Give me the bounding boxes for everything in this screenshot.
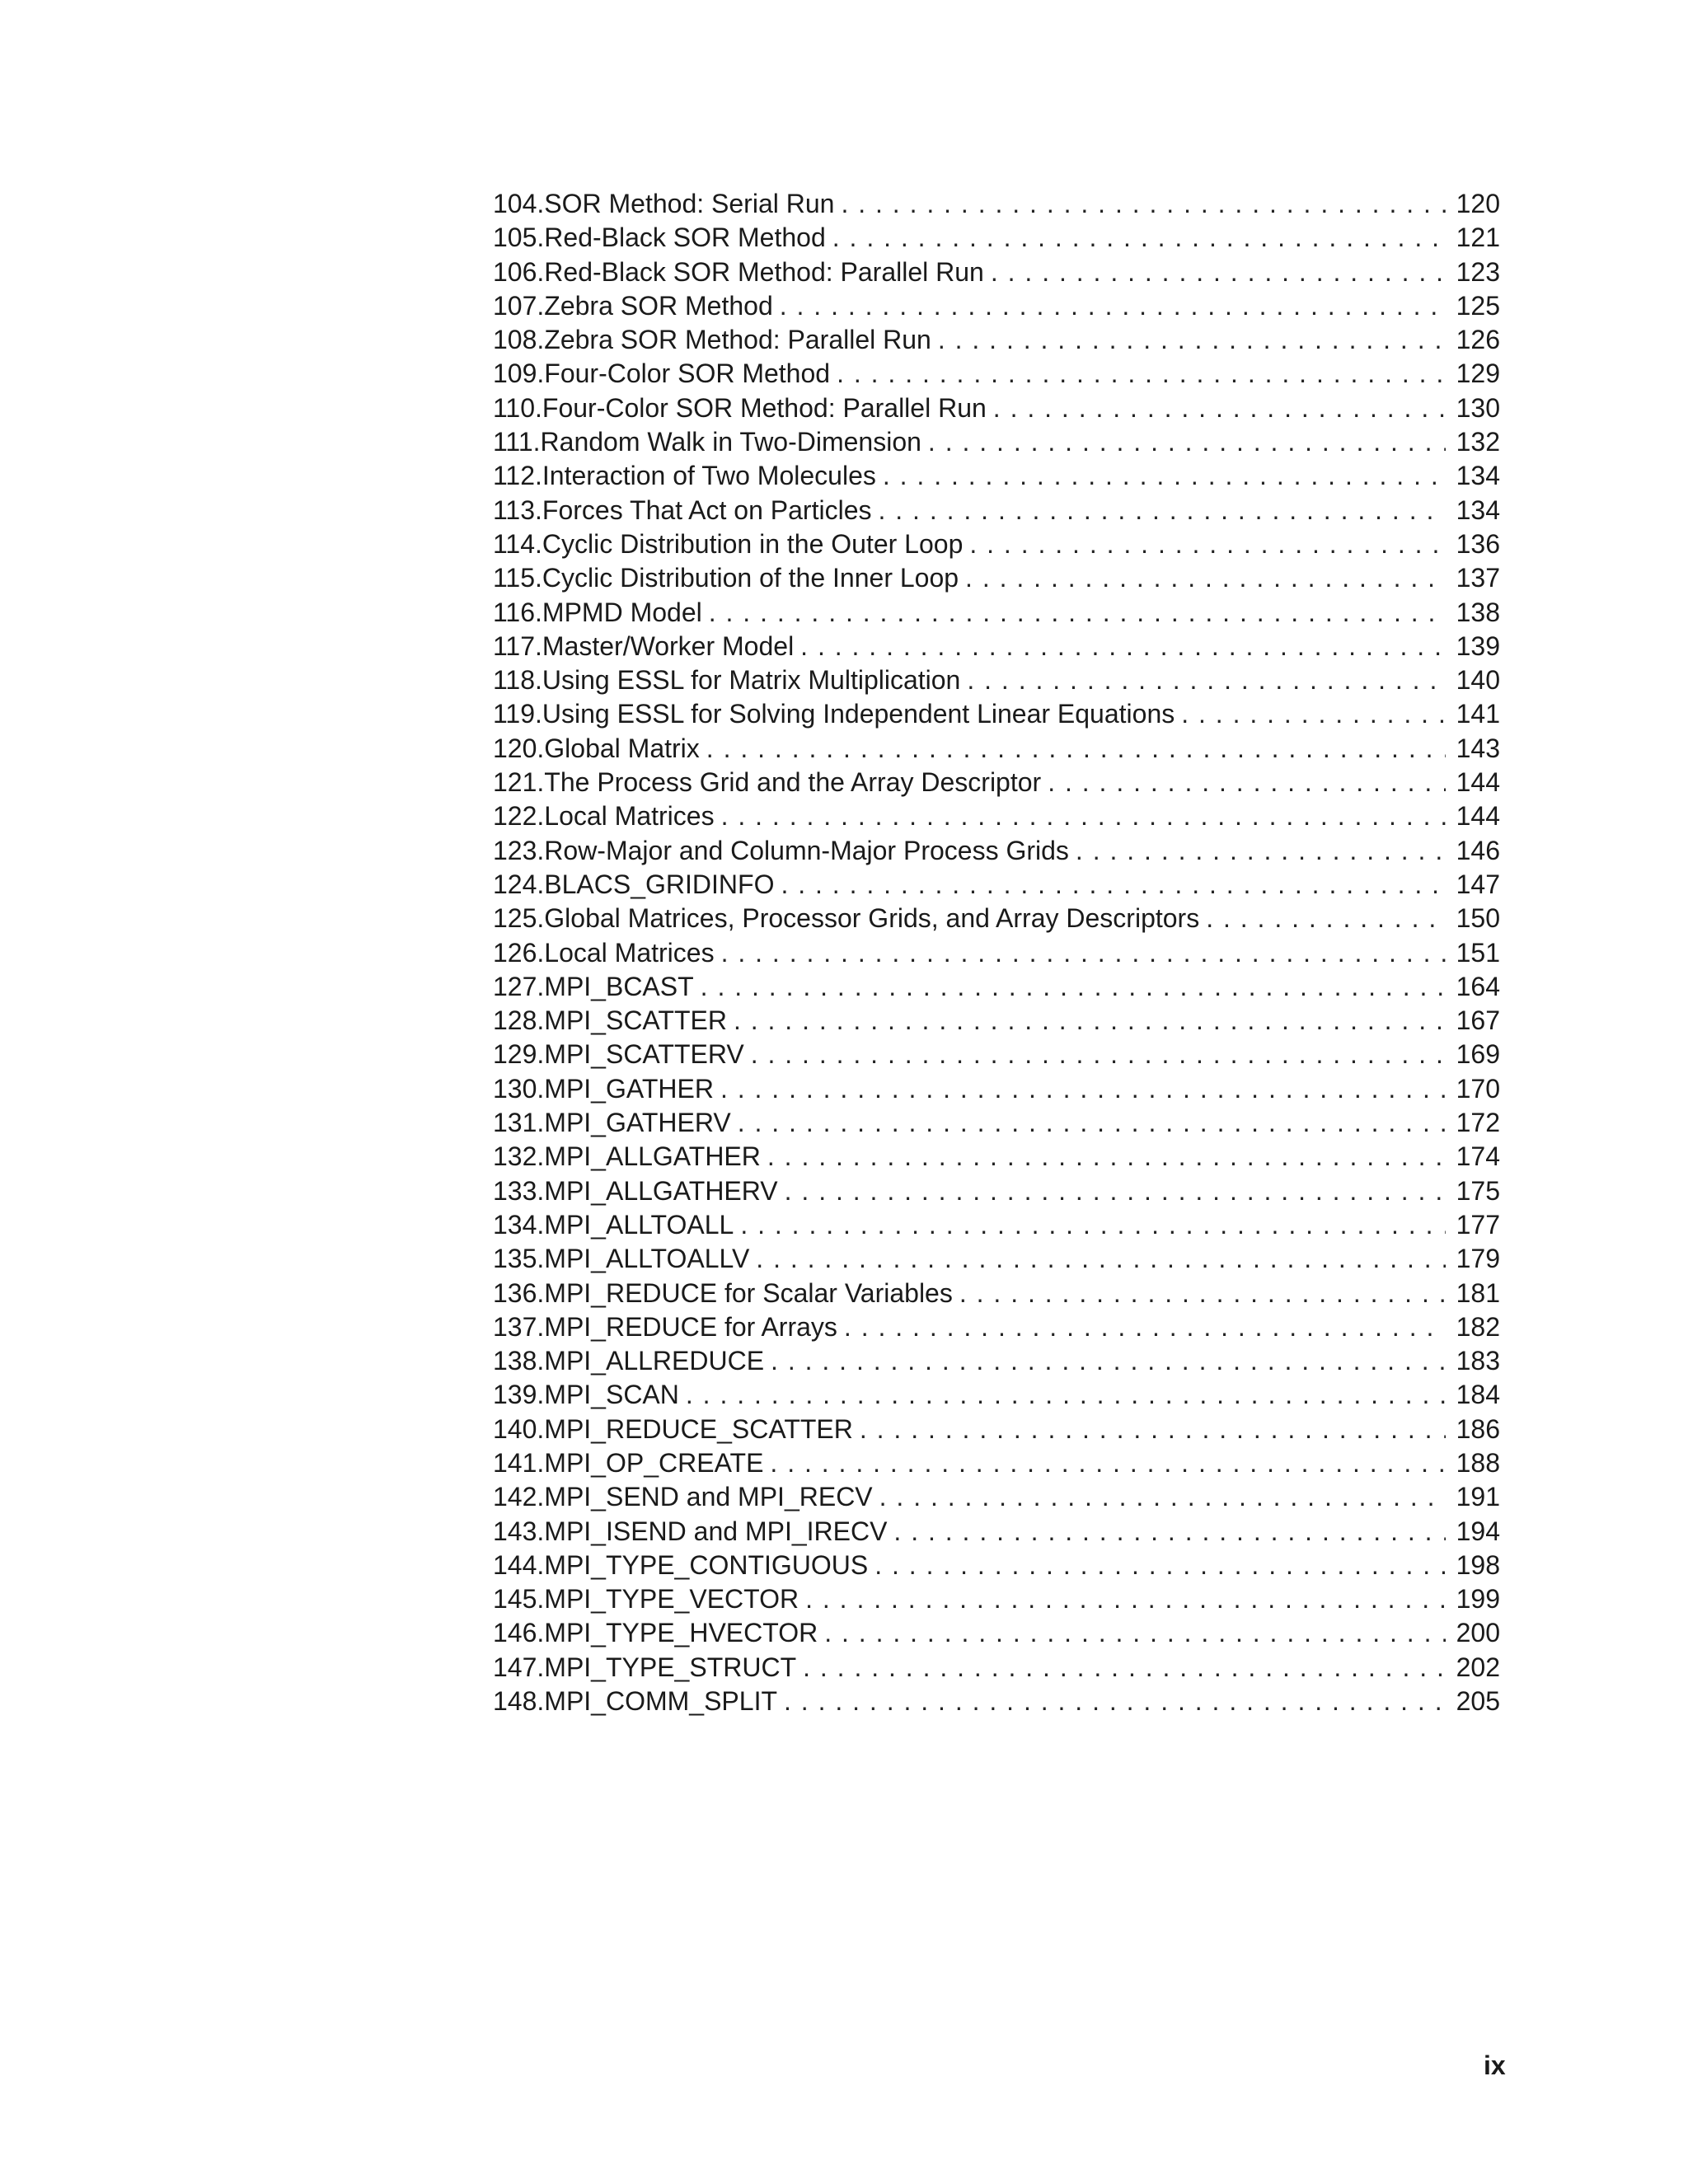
dot-leader xyxy=(805,1582,1446,1616)
toc-entry[interactable] xyxy=(493,255,1500,289)
figure-title: BLACS_GRIDINFO xyxy=(544,869,775,899)
figure-number: 105. xyxy=(493,223,545,253)
page-reference: 175 xyxy=(1456,1175,1500,1206)
page-reference: 137 xyxy=(1456,563,1500,593)
dot-leader xyxy=(800,630,1446,663)
figure-title: Random Walk in Two-Dimension xyxy=(540,427,921,457)
figure-title: MPI_SCATTER xyxy=(544,1005,727,1036)
dot-leader xyxy=(734,1004,1446,1038)
page-reference: 205 xyxy=(1456,1686,1500,1717)
figure-number: 112. xyxy=(493,461,542,491)
page-reference: 164 xyxy=(1456,971,1500,1001)
dot-leader xyxy=(969,527,1446,561)
toc-entry[interactable] xyxy=(493,1616,1500,1650)
page-reference: 121 xyxy=(1456,223,1500,253)
figure-number: 120. xyxy=(493,733,545,763)
dot-leader xyxy=(1048,766,1446,799)
dot-leader xyxy=(706,732,1446,766)
figure-title: MPI_GATHER xyxy=(544,1073,714,1104)
page-reference: 169 xyxy=(1456,1039,1500,1070)
dot-leader xyxy=(709,596,1446,630)
dot-leader xyxy=(785,1174,1446,1208)
dot-leader xyxy=(893,1515,1446,1549)
toc-entry[interactable] xyxy=(493,970,1500,1004)
toc-entry[interactable] xyxy=(493,1549,1500,1582)
dot-leader xyxy=(784,1685,1446,1718)
figure-number: 117. xyxy=(493,630,542,661)
figure-title: MPMD Model xyxy=(542,597,702,627)
figure-title: MPI_GATHERV xyxy=(544,1108,731,1138)
figure-title: Red-Black SOR Method xyxy=(544,223,826,253)
figure-number: 126. xyxy=(493,937,545,968)
figure-title: MPI_ALLTOALLV xyxy=(544,1244,750,1274)
list-of-figures xyxy=(493,187,1500,1718)
page-reference: 141 xyxy=(1456,699,1500,729)
toc-entry[interactable] xyxy=(493,902,1500,935)
page-reference: 129 xyxy=(1456,359,1500,389)
figure-number: 141. xyxy=(493,1447,545,1478)
dot-leader xyxy=(738,1106,1446,1140)
figure-title: Local Matrices xyxy=(544,801,715,832)
figure-number: 113. xyxy=(493,494,542,525)
toc-entry[interactable] xyxy=(493,1038,1500,1071)
figure-title: MPI_REDUCE for Arrays xyxy=(544,1311,837,1342)
figure-title: MPI_ALLTOALL xyxy=(544,1209,734,1240)
figure-number: 137. xyxy=(493,1311,545,1342)
figure-number: 143. xyxy=(493,1516,545,1546)
figure-title: MPI_SEND and MPI_RECV xyxy=(544,1482,873,1512)
toc-entry[interactable] xyxy=(493,289,1500,323)
figure-number: 108. xyxy=(493,325,545,355)
figure-title: MPI_ALLGATHERV xyxy=(544,1175,778,1206)
toc-entry[interactable] xyxy=(493,1344,1500,1378)
figure-title: Master/Worker Model xyxy=(542,630,795,661)
page-reference: 170 xyxy=(1456,1073,1500,1104)
dot-leader xyxy=(771,1344,1446,1378)
dot-leader xyxy=(938,323,1446,357)
dot-leader xyxy=(967,663,1446,697)
figure-number: 136. xyxy=(493,1277,545,1308)
page-reference: 144 xyxy=(1456,767,1500,798)
dot-leader xyxy=(837,357,1446,391)
dot-leader xyxy=(781,868,1446,902)
page-reference: 174 xyxy=(1456,1141,1500,1172)
toc-entry[interactable] xyxy=(493,936,1500,970)
page-reference: 191 xyxy=(1456,1482,1500,1512)
page-reference: 200 xyxy=(1456,1618,1500,1648)
figure-number: 110. xyxy=(493,392,542,423)
dot-leader xyxy=(740,1208,1446,1242)
page-reference: 134 xyxy=(1456,494,1500,525)
dot-leader xyxy=(1181,697,1446,731)
toc-entry[interactable] xyxy=(493,630,1500,663)
dot-leader xyxy=(780,289,1446,323)
page-reference: 120 xyxy=(1456,189,1500,218)
figure-title: Four-Color SOR Method xyxy=(544,359,831,389)
figure-title: Global Matrix xyxy=(544,733,700,763)
toc-entry[interactable] xyxy=(493,868,1500,902)
toc-entry[interactable] xyxy=(493,1651,1500,1685)
figure-title: Zebra SOR Method: Parallel Run xyxy=(544,325,931,355)
figure-title: Using ESSL for Solving Independent Linear Equations xyxy=(542,699,1175,729)
figure-number: 139. xyxy=(493,1380,545,1410)
figure-title: MPI_BCAST xyxy=(544,971,694,1001)
figure-title: SOR Method: Serial Run xyxy=(544,189,835,218)
dot-leader xyxy=(993,391,1446,425)
figure-number: 116. xyxy=(493,597,542,627)
figure-title: Row-Major and Column-Major Process Grids xyxy=(544,835,1069,865)
figure-title: MPI_REDUCE for Scalar Variables xyxy=(544,1277,953,1308)
figure-number: 140. xyxy=(493,1413,545,1444)
figure-title: MPI_ALLREDUCE xyxy=(544,1346,765,1376)
page-reference: 146 xyxy=(1456,835,1500,865)
dot-leader xyxy=(928,425,1446,459)
toc-entry[interactable] xyxy=(493,1106,1500,1140)
figure-number: 132. xyxy=(493,1141,545,1172)
dot-leader xyxy=(878,494,1446,527)
toc-entry[interactable] xyxy=(493,596,1500,630)
figure-title: MPI_TYPE_VECTOR xyxy=(544,1584,799,1615)
figure-number: 121. xyxy=(493,767,545,798)
page-reference: 151 xyxy=(1456,937,1500,968)
page-reference: 198 xyxy=(1456,1549,1500,1580)
figure-number: 144. xyxy=(493,1549,545,1580)
figure-title: Four-Color SOR Method: Parallel Run xyxy=(542,392,987,423)
page-reference: 132 xyxy=(1456,427,1500,457)
page-reference: 181 xyxy=(1456,1277,1500,1308)
page-reference: 126 xyxy=(1456,325,1500,355)
toc-entry[interactable] xyxy=(493,799,1500,833)
dot-leader xyxy=(991,255,1446,289)
figure-number: 104. xyxy=(493,189,545,218)
dot-leader xyxy=(721,936,1446,970)
figure-number: 135. xyxy=(493,1244,545,1274)
toc-entry[interactable] xyxy=(493,357,1500,391)
figure-title: MPI_OP_CREATE xyxy=(544,1447,764,1478)
figure-number: 134. xyxy=(493,1209,545,1240)
figure-title: Local Matrices xyxy=(544,937,715,968)
figure-title: MPI_TYPE_HVECTOR xyxy=(544,1618,818,1648)
page-reference: 186 xyxy=(1456,1413,1500,1444)
page-reference: 179 xyxy=(1456,1244,1500,1274)
figure-number: 133. xyxy=(493,1175,545,1206)
figure-title: MPI_ISEND and MPI_IRECV xyxy=(544,1516,888,1546)
figure-number: 115. xyxy=(493,563,542,593)
toc-entry[interactable] xyxy=(493,1582,1500,1616)
dot-leader xyxy=(841,187,1446,221)
page-reference: 167 xyxy=(1456,1005,1500,1036)
toc-entry[interactable] xyxy=(493,732,1500,766)
figure-number: 128. xyxy=(493,1005,545,1036)
page-reference: 194 xyxy=(1456,1516,1500,1546)
dot-leader xyxy=(686,1378,1446,1412)
dot-leader xyxy=(832,221,1446,255)
page-reference: 150 xyxy=(1456,903,1500,934)
figure-number: 122. xyxy=(493,801,545,832)
page-reference: 172 xyxy=(1456,1108,1500,1138)
dot-leader xyxy=(1076,834,1446,868)
figure-number: 146. xyxy=(493,1618,545,1648)
figure-number: 119. xyxy=(493,699,542,729)
page-reference: 177 xyxy=(1456,1209,1500,1240)
figure-title: Forces That Act on Particles xyxy=(542,494,872,525)
page-reference: 183 xyxy=(1456,1346,1500,1376)
figure-title: MPI_TYPE_CONTIGUOUS xyxy=(544,1549,869,1580)
toc-entry[interactable] xyxy=(493,1208,1500,1242)
figure-title: The Process Grid and the Array Descriptor xyxy=(544,767,1042,798)
figure-title: MPI_REDUCE_SCATTER xyxy=(544,1413,853,1444)
toc-entry[interactable] xyxy=(493,494,1500,527)
page-reference: 199 xyxy=(1456,1584,1500,1615)
figure-number: 130. xyxy=(493,1073,545,1104)
figure-number: 111. xyxy=(493,427,541,457)
dot-leader xyxy=(860,1413,1446,1446)
page-reference: 139 xyxy=(1456,630,1500,661)
toc-entry[interactable] xyxy=(493,1480,1500,1514)
figure-number: 145. xyxy=(493,1584,545,1615)
dot-leader xyxy=(756,1242,1446,1276)
dot-leader xyxy=(959,1277,1446,1310)
toc-entry[interactable] xyxy=(493,1378,1500,1412)
page-reference: 136 xyxy=(1456,528,1500,559)
page-reference: 130 xyxy=(1456,392,1500,423)
figure-number: 106. xyxy=(493,256,545,287)
figure-title: Interaction of Two Molecules xyxy=(542,461,876,491)
figure-title: MPI_COMM_SPLIT xyxy=(544,1686,777,1717)
page-reference: 123 xyxy=(1456,256,1500,287)
figure-number: 129. xyxy=(493,1039,545,1070)
figure-number: 118. xyxy=(493,665,542,696)
page-reference: 143 xyxy=(1456,733,1500,763)
toc-entry[interactable] xyxy=(493,1446,1500,1480)
toc-entry[interactable] xyxy=(493,766,1500,799)
figure-number: 124. xyxy=(493,869,545,899)
dot-leader xyxy=(767,1140,1446,1174)
page-reference: 202 xyxy=(1456,1652,1500,1682)
figure-title: Red-Black SOR Method: Parallel Run xyxy=(544,256,984,287)
figure-title: Global Matrices, Processor Grids, and Array Descriptors xyxy=(544,903,1200,934)
page-reference: 144 xyxy=(1456,801,1500,832)
page-reference: 138 xyxy=(1456,597,1500,627)
figure-number: 125. xyxy=(493,903,545,934)
page-reference: 147 xyxy=(1456,869,1500,899)
toc-entry[interactable] xyxy=(493,459,1500,493)
figure-number: 148. xyxy=(493,1686,545,1717)
toc-entry[interactable] xyxy=(493,391,1500,425)
figure-title: MPI_ALLGATHER xyxy=(544,1141,761,1172)
toc-entry[interactable] xyxy=(493,425,1500,459)
page-reference: 184 xyxy=(1456,1380,1500,1410)
dot-leader xyxy=(751,1038,1446,1071)
toc-entry[interactable] xyxy=(493,1174,1500,1208)
dot-leader xyxy=(824,1616,1446,1650)
dot-leader xyxy=(879,1480,1446,1514)
figure-title: Using ESSL for Matrix Multiplication xyxy=(542,665,961,696)
toc-entry[interactable] xyxy=(493,1515,1500,1549)
toc-entry[interactable] xyxy=(493,527,1500,561)
dot-leader xyxy=(803,1651,1446,1685)
toc-entry[interactable] xyxy=(493,221,1500,255)
dot-leader xyxy=(701,970,1446,1004)
toc-entry[interactable] xyxy=(493,1277,1500,1310)
figure-number: 107. xyxy=(493,290,545,321)
toc-entry[interactable] xyxy=(493,834,1500,868)
figure-number: 123. xyxy=(493,835,545,865)
dot-leader xyxy=(844,1310,1446,1344)
toc-entry[interactable] xyxy=(493,323,1500,357)
dot-leader xyxy=(1206,902,1446,935)
figure-title: MPI_TYPE_STRUCT xyxy=(544,1652,797,1682)
toc-entry[interactable] xyxy=(493,187,1500,221)
figure-number: 109. xyxy=(493,359,545,389)
dot-leader xyxy=(965,561,1446,595)
figure-number: 131. xyxy=(493,1108,545,1138)
page-reference: 125 xyxy=(1456,290,1500,321)
figure-title: Cyclic Distribution in the Outer Loop xyxy=(542,528,964,559)
toc-entry[interactable] xyxy=(493,1140,1500,1174)
figure-title: MPI_SCATTERV xyxy=(544,1039,744,1070)
toc-entry[interactable] xyxy=(493,663,1500,697)
dot-leader xyxy=(883,459,1446,493)
figure-number: 138. xyxy=(493,1346,545,1376)
dot-leader xyxy=(874,1549,1446,1582)
dot-leader xyxy=(721,799,1446,833)
toc-entry[interactable] xyxy=(493,1004,1500,1038)
toc-entry[interactable] xyxy=(493,1072,1500,1106)
page-reference: 134 xyxy=(1456,461,1500,491)
figure-number: 142. xyxy=(493,1482,545,1512)
figure-title: Zebra SOR Method xyxy=(544,290,773,321)
page-reference: 140 xyxy=(1456,665,1500,696)
dot-leader xyxy=(720,1072,1446,1106)
figure-title: Cyclic Distribution of the Inner Loop xyxy=(542,563,959,593)
figure-title: MPI_SCAN xyxy=(544,1380,679,1410)
page-reference: 182 xyxy=(1456,1311,1500,1342)
toc-entry[interactable] xyxy=(493,561,1500,595)
toc-entry[interactable] xyxy=(493,1413,1500,1446)
toc-entry[interactable] xyxy=(493,1310,1500,1344)
page-reference: 188 xyxy=(1456,1447,1500,1478)
dot-leader xyxy=(770,1446,1446,1480)
page-number: ix xyxy=(1484,2050,1506,2080)
figure-number: 147. xyxy=(493,1652,545,1682)
toc-entry[interactable] xyxy=(493,1242,1500,1276)
figure-number: 127. xyxy=(493,971,545,1001)
toc-entry[interactable] xyxy=(493,697,1500,731)
figure-number: 114. xyxy=(493,528,542,559)
toc-entry[interactable] xyxy=(493,1685,1500,1718)
